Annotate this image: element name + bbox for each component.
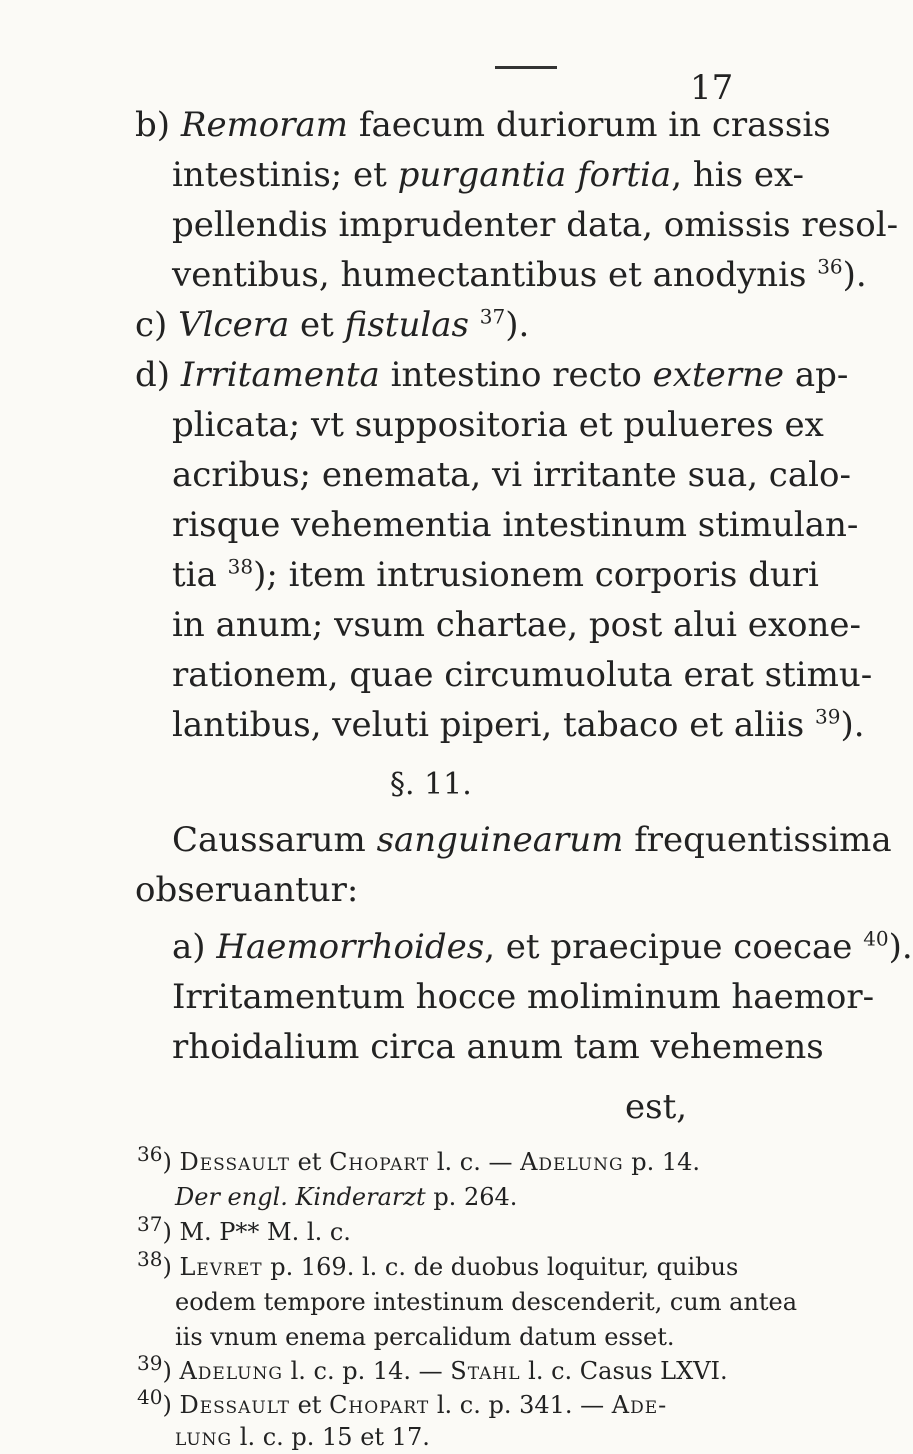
- text-segment: l. c. p. 14. —: [282, 1357, 451, 1385]
- text-segment: ): [162, 1391, 180, 1419]
- footnote-ref: 36: [137, 1142, 163, 1166]
- text-segment: iis vnum enema percalidum datum esset.: [175, 1323, 675, 1351]
- text-line: [172, 550, 819, 600]
- text-segment: Adelung: [179, 1357, 283, 1385]
- text-segment: , his ex-: [671, 155, 805, 195]
- footnote-line: [137, 1351, 728, 1388]
- text-segment: tia: [172, 555, 228, 595]
- text-segment: fistulas: [344, 305, 469, 345]
- text-segment: plicata; vt suppositoria et pulueres ex: [172, 405, 824, 445]
- text-segment: intestino recto: [379, 355, 653, 395]
- text-line: [135, 865, 358, 915]
- text-segment: Adelung: [520, 1148, 624, 1176]
- text-segment: Vlcera: [178, 305, 290, 345]
- text-line: [172, 922, 913, 972]
- footnote-ref: 38: [227, 554, 254, 579]
- text-segment: intestinis; et: [172, 155, 398, 195]
- text-segment: a): [172, 927, 217, 967]
- text-segment: frequentissima: [623, 820, 892, 860]
- footnote-ref: 40: [137, 1385, 163, 1409]
- header-rule: [495, 66, 557, 69]
- text-segment: lung: [175, 1423, 233, 1451]
- footnote-ref: 37: [479, 304, 506, 329]
- text-line: [172, 400, 824, 450]
- text-segment: Chopart: [329, 1391, 430, 1419]
- text-segment: l. c. Casus LXVI.: [520, 1357, 728, 1385]
- text-line: [172, 200, 899, 250]
- text-line: [172, 250, 867, 300]
- text-line: [172, 600, 862, 650]
- text-segment: faecum duriorum in crassis: [348, 105, 831, 145]
- text-segment: et: [289, 1148, 330, 1176]
- text-segment: ap-: [784, 355, 849, 395]
- footnote-ref: 37: [137, 1212, 163, 1236]
- text-segment: et: [289, 1391, 330, 1419]
- footnote-line: [175, 1285, 797, 1319]
- text-segment: c): [135, 305, 179, 345]
- text-line: [172, 500, 859, 550]
- text-line: [172, 450, 851, 500]
- text-segment: Stahl: [450, 1357, 521, 1385]
- text-line: [172, 700, 865, 750]
- text-segment: acribus; enemata, vi irritante sua, calo-: [172, 455, 851, 495]
- text-segment: , et praecipue coecae: [484, 927, 864, 967]
- text-segment: sanguinearum: [376, 820, 624, 860]
- text-segment: obseruantur:: [135, 870, 359, 910]
- text-segment: p. 169. l. c. de duobus loquitur, quibus: [262, 1253, 739, 1281]
- text-segment: ) M. P** M. l. c.: [162, 1218, 351, 1246]
- text-line: [172, 150, 805, 200]
- text-segment: in anum; vsum chartae, post alui exone-: [172, 605, 862, 645]
- section-heading: [390, 760, 472, 810]
- page-number: 17: [690, 68, 734, 108]
- catchword: [625, 1082, 687, 1132]
- footnote-ref: 39: [137, 1351, 163, 1375]
- text-segment: Dessault: [179, 1391, 290, 1419]
- text-segment: ).: [888, 927, 913, 967]
- footnote-line: [175, 1420, 430, 1454]
- text-line: [135, 100, 831, 150]
- text-segment: lantibus, veluti piperi, tabaco et aliis: [172, 705, 816, 745]
- footnote-line: [137, 1142, 701, 1179]
- text-segment: p. 14.: [623, 1148, 701, 1176]
- text-segment: externe: [652, 355, 785, 395]
- text-segment: §. 11.: [390, 767, 472, 802]
- text-segment: Remoram: [180, 105, 349, 145]
- footnote-line: [137, 1212, 351, 1249]
- footnote-line: [175, 1180, 517, 1214]
- text-segment: eodem tempore intestinum descenderit, cum antea: [175, 1288, 798, 1316]
- text-segment: Haemorrhoides: [216, 927, 485, 967]
- footnote-ref: 39: [815, 704, 841, 729]
- footnote-ref: 36: [817, 254, 843, 279]
- text-segment: Der engl. Kinderarzt: [175, 1183, 426, 1211]
- text-segment: ).: [505, 305, 530, 345]
- text-line: [172, 1022, 824, 1072]
- text-segment: ): [162, 1253, 180, 1281]
- text-segment: ): [162, 1357, 180, 1385]
- footnote-line: [175, 1320, 675, 1354]
- text-segment: rationem, quae circumuoluta erat stimu-: [172, 655, 873, 695]
- text-line: [172, 972, 875, 1022]
- text-segment: Chopart: [329, 1148, 430, 1176]
- text-segment: Irritamenta: [180, 355, 380, 395]
- footnote-line: [137, 1385, 668, 1422]
- text-segment: ); item intrusionem corporis duri: [253, 555, 819, 595]
- text-segment: l. c. —: [429, 1148, 521, 1176]
- text-segment: Levret: [179, 1253, 263, 1281]
- text-segment: Ade-: [611, 1391, 668, 1419]
- text-line: [135, 350, 849, 400]
- footnote-line: [137, 1247, 739, 1284]
- text-segment: Irritamentum hocce moliminum haemor-: [172, 977, 875, 1017]
- text-segment: l. c. p. 341. —: [429, 1391, 612, 1419]
- text-segment: et: [289, 305, 345, 345]
- text-segment: d): [135, 355, 181, 395]
- text-segment: est,: [625, 1087, 688, 1127]
- text-segment: [469, 305, 480, 345]
- text-segment: ventibus, humectantibus et anodynis: [172, 255, 818, 295]
- footnote-ref: 38: [137, 1247, 163, 1271]
- text-segment: pellendis imprudenter data, omissis resol-: [172, 205, 899, 245]
- text-segment: b): [135, 105, 181, 145]
- text-segment: rhoidalium circa anum tam vehemens: [172, 1027, 824, 1067]
- text-segment: l. c. p. 15 et 17.: [232, 1423, 430, 1451]
- text-segment: ).: [842, 255, 867, 295]
- text-segment: p. 264.: [425, 1183, 518, 1211]
- text-segment: Dessault: [179, 1148, 290, 1176]
- footnote-ref: 40: [863, 926, 889, 951]
- text-segment: ).: [840, 705, 865, 745]
- text-line: [172, 815, 892, 865]
- text-segment: Caussarum: [172, 820, 377, 860]
- text-segment: ): [162, 1148, 180, 1176]
- text-line: [135, 300, 529, 350]
- text-segment: purgantia fortia: [397, 155, 672, 195]
- text-segment: risque vehementia intestinum stimulan-: [172, 505, 859, 545]
- text-line: [172, 650, 873, 700]
